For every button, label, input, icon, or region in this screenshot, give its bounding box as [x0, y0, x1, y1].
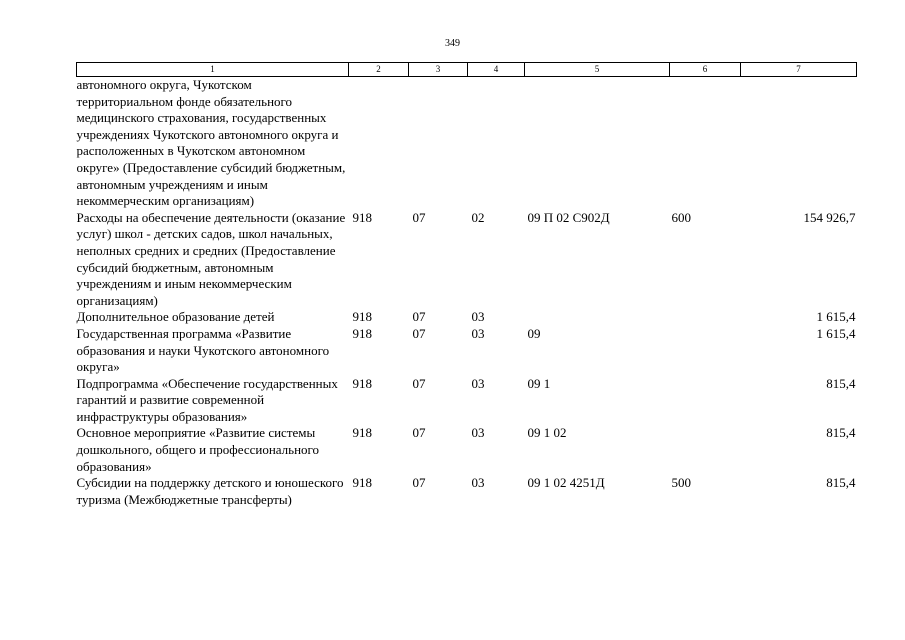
row-name: Дополнительное образование детей	[76, 309, 275, 325]
row-code-expense-type	[670, 326, 741, 376]
row-amount: 815,4	[826, 375, 856, 391]
row-code-ministry: 918	[352, 425, 372, 441]
table-row	[77, 475, 857, 508]
row-name: Основное мероприятие «Развитие системы дошкольного, общего и профессионального образования»	[76, 425, 320, 474]
budget-table	[76, 62, 857, 508]
row-code-expense-type	[670, 77, 741, 210]
row-code-section: 07	[412, 325, 426, 341]
row-code-subsection: 03	[471, 425, 485, 441]
row-code-ministry: 918	[352, 475, 372, 491]
row-amount: 154 926,7	[803, 209, 856, 225]
row-name: Государственная программа «Развитие образования и науки Чукотского автономного округа»	[76, 325, 330, 375]
row-code-ministry: 918	[352, 325, 372, 341]
column-header-6: 6	[670, 63, 741, 77]
column-header-2: 2	[349, 63, 409, 77]
row-code-target	[525, 309, 670, 326]
header-row	[77, 63, 857, 77]
row-code-expense-type: 500	[671, 475, 691, 491]
row-code-subsection: 02	[471, 209, 485, 225]
column-header-1: 1	[77, 63, 349, 77]
row-code-subsection: 03	[471, 475, 485, 491]
row-code-subsection	[468, 77, 525, 210]
row-code-subsection: 03	[471, 325, 485, 341]
row-name: Расходы на обеспечение деятельности (оказание услуг) школ - детских садов, школ начальных, неполных средних и средних (Предоставление субсидий бюджетным, автономным учреждениям и иным некоммерческим организациям)	[76, 209, 346, 308]
row-amount: 815,4	[826, 425, 856, 441]
row-code-target: 09 1 02 4251Д	[527, 475, 605, 491]
table-row	[77, 77, 857, 210]
table-row	[77, 210, 857, 310]
row-code-target: 09 1 02	[527, 425, 567, 441]
row-code-section: 07	[412, 209, 426, 225]
column-header-3: 3	[409, 63, 468, 77]
page-number: 349	[445, 38, 460, 49]
row-code-expense-type	[670, 376, 741, 426]
row-code-target	[525, 77, 670, 210]
row-amount: 1 615,4	[816, 309, 856, 325]
row-code-target: 09 1	[527, 375, 551, 391]
row-code-subsection: 03	[471, 309, 485, 325]
row-code-expense-type	[670, 425, 741, 475]
table-row	[77, 425, 857, 475]
row-code-ministry: 918	[352, 209, 372, 225]
column-header-7: 7	[741, 63, 857, 77]
row-code-section: 07	[412, 375, 426, 391]
row-code-section	[409, 77, 468, 210]
row-code-subsection: 03	[471, 375, 485, 391]
row-amount: 815,4	[826, 475, 856, 491]
row-code-section: 07	[412, 425, 426, 441]
row-amount: 1 615,4	[816, 325, 856, 341]
row-code-expense-type	[670, 309, 741, 326]
row-code-expense-type: 600	[671, 209, 691, 225]
row-name: автономного округа, Чукотском территориальном фонде обязательного медицинского страхования, государственных учреждениях Чукотского автономного округа и расположенных в Чукотском автономном округе» (Предоставление субсидий бюджетным, автономным учреждениям и иным некоммерческим организациям)	[76, 77, 346, 209]
row-code-target: 09	[527, 325, 541, 341]
row-code-section: 07	[412, 475, 426, 491]
column-header-4: 4	[468, 63, 525, 77]
column-header-5: 5	[525, 63, 670, 77]
row-name: Субсидии на поддержку детского и юношеского туризма (Межбюджетные трансферты)	[76, 475, 344, 507]
table-row	[77, 376, 857, 426]
table-row	[77, 309, 857, 326]
row-code-ministry: 918	[352, 309, 372, 325]
row-code-ministry	[349, 77, 409, 210]
row-amount	[741, 77, 857, 210]
row-code-target: 09 П 02 С902Д	[527, 209, 610, 225]
row-code-section: 07	[412, 309, 426, 325]
table-row	[77, 326, 857, 376]
row-code-ministry: 918	[352, 375, 372, 391]
row-name: Подпрограмма «Обеспечение государственных гарантий и развитие современной инфраструктуры образования»	[76, 375, 338, 424]
